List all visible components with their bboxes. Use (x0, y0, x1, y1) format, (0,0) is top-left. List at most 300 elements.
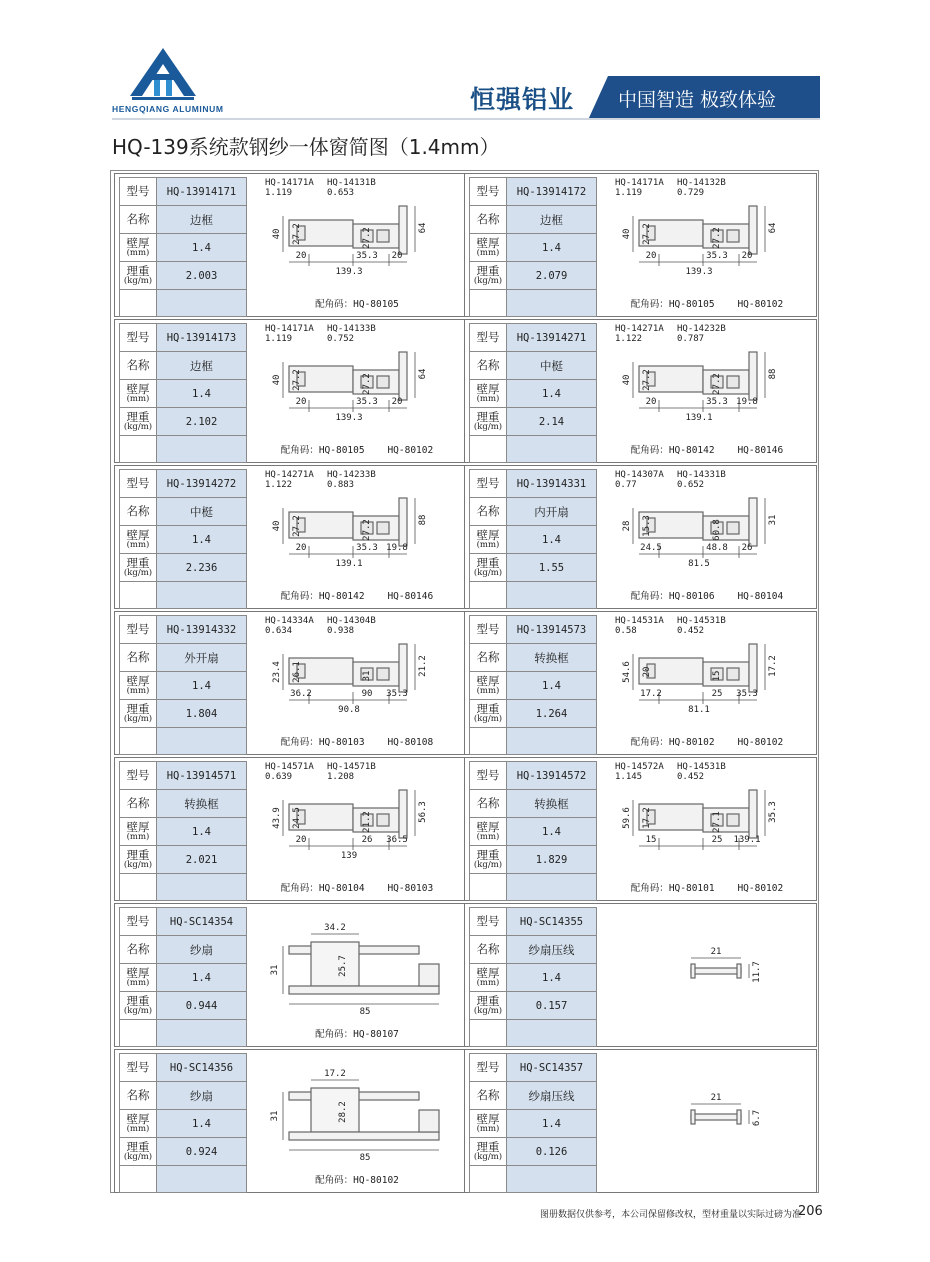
wall-unit: (mm) (126, 831, 150, 842)
spec-table (119, 907, 247, 1047)
dimension-label: 26 (361, 835, 373, 845)
product-panel (464, 173, 817, 317)
profile-drawing (599, 906, 815, 1044)
dimension-label: 81.5 (688, 559, 710, 569)
profile-weight: 0.653 (327, 188, 355, 198)
slogan-banner (588, 76, 820, 120)
corner-code (249, 442, 465, 456)
weight-value: 2.079 (507, 262, 597, 290)
profile-section (419, 1110, 439, 1132)
weight-unit: (kg/m) (473, 275, 503, 286)
dimension-label: 35.3 (768, 801, 778, 823)
spec-table (469, 469, 597, 609)
name-label: 名称 (470, 644, 507, 672)
dimension-label: 59.6 (622, 807, 632, 829)
product-panel (114, 465, 467, 609)
product-panel (464, 611, 817, 755)
dimension-label: 27.2 (292, 223, 302, 245)
profile-code: HQ-14133B (327, 324, 376, 334)
corner-code-value: HQ-80102 (353, 1175, 399, 1186)
profile-code: HQ-14271A (265, 470, 314, 480)
wall-unit: (mm) (476, 539, 500, 550)
wall-label: 壁厚 (126, 381, 150, 396)
dimension-label: 60.8 (712, 519, 722, 541)
weight-unit: (kg/m) (123, 567, 153, 578)
profile-section (377, 522, 389, 534)
profile-section (419, 964, 439, 986)
corner-code (249, 1026, 465, 1040)
profile-section (311, 942, 359, 986)
spec-table (119, 177, 247, 317)
weight-value: 2.102 (157, 408, 247, 436)
corner-code-value: HQ-80103 HQ-80108 (318, 737, 434, 748)
name-value: 中梃 (157, 498, 247, 526)
wall-label: 壁厚 (476, 235, 500, 250)
dimension-label: 85 (359, 1007, 371, 1017)
corner-code-prefix: 配角码： (315, 1175, 354, 1186)
dimension-label: 28 (622, 520, 632, 532)
profile-section (691, 1110, 695, 1124)
profile-drawing (249, 1052, 465, 1190)
wall-label: 壁厚 (126, 235, 150, 250)
spec-table (119, 1053, 247, 1193)
profile-section (737, 1110, 741, 1124)
profile-code: HQ-14331B (677, 470, 726, 480)
weight-unit: (kg/m) (123, 1005, 153, 1016)
name-label: 名称 (120, 644, 157, 672)
profile-code: HQ-14531A (615, 616, 664, 626)
corner-code (249, 588, 465, 602)
profile-drawing (599, 322, 815, 460)
wall-value: 1.4 (157, 526, 247, 554)
spec-table (469, 761, 597, 901)
profile-drawing (599, 614, 815, 752)
profile-section (749, 498, 757, 546)
dimension-label: 17.2 (640, 689, 662, 699)
profile-section (399, 206, 407, 254)
model-value: HQ-13914571 (157, 762, 247, 790)
model-label: 型号 (470, 470, 507, 498)
profile-drawing (249, 468, 465, 606)
name-value: 转换框 (507, 790, 597, 818)
profile-weight: 1.122 (265, 480, 293, 490)
weight-value: 2.021 (157, 846, 247, 874)
spec-table (469, 323, 597, 463)
name-label: 名称 (120, 352, 157, 380)
profile-drawing (599, 468, 815, 606)
company-logo (112, 46, 222, 116)
corner-code-prefix: 配角码： (280, 737, 319, 748)
dimension-label: 88 (768, 368, 778, 380)
weight-label: 理重 (476, 847, 500, 862)
dimension-label: 48.8 (706, 543, 728, 553)
weight-value: 0.924 (157, 1138, 247, 1166)
profile-section (353, 224, 399, 248)
wall-label: 壁厚 (126, 673, 150, 688)
spec-table (469, 907, 597, 1047)
profile-section (727, 522, 739, 534)
profile-weight: 0.652 (677, 480, 705, 490)
profile-drawing (249, 906, 465, 1044)
dimension-label: 20 (295, 397, 307, 407)
wall-unit: (mm) (476, 393, 500, 404)
product-panel (464, 903, 817, 1047)
dimension-label: 17.2 (642, 807, 652, 829)
weight-unit: (kg/m) (473, 1005, 503, 1016)
corner-code-prefix: 配角码： (630, 883, 669, 894)
model-value: HQ-13914573 (507, 616, 597, 644)
corner-code (599, 588, 815, 602)
weight-label: 理重 (476, 409, 500, 424)
profile-section (691, 1114, 741, 1120)
profile-code: HQ-14571A (265, 762, 314, 772)
profile-weight: 1.145 (615, 772, 643, 782)
profile-section (727, 230, 739, 242)
model-label: 型号 (120, 616, 157, 644)
dimension-label: 20 (295, 543, 307, 553)
model-value: HQ-13914171 (157, 178, 247, 206)
profile-code: HQ-14232B (677, 324, 726, 334)
dimension-label: 35.3 (356, 543, 378, 553)
weight-unit: (kg/m) (123, 275, 153, 286)
wall-unit: (mm) (126, 393, 150, 404)
dimension-label: 36.5 (386, 835, 408, 845)
dimension-label: 35.3 (356, 251, 378, 261)
corner-code (599, 442, 815, 456)
dimension-label: 6.7 (752, 1109, 762, 1127)
product-panel (114, 1049, 467, 1193)
profile-code: HQ-14171A (615, 178, 664, 188)
dimension-label: 15.3 (642, 515, 652, 537)
profile-code: HQ-14171A (265, 178, 314, 188)
model-value: HQ-SC14354 (157, 908, 247, 936)
profile-section (703, 662, 749, 686)
profile-section (691, 968, 741, 974)
model-value: HQ-SC14357 (507, 1054, 597, 1082)
profile-code: HQ-14572A (615, 762, 664, 772)
corner-code (599, 734, 815, 748)
model-value: HQ-13914572 (507, 762, 597, 790)
profile-weight: 0.938 (327, 626, 355, 636)
corner-code-prefix: 配角码： (315, 1029, 354, 1040)
profile-section (399, 644, 407, 692)
profile-section (749, 790, 757, 838)
brand-name: 恒强铝业 (470, 85, 575, 114)
profile-section (311, 1088, 359, 1132)
dimension-label: 20 (391, 397, 403, 407)
weight-value: 1.264 (507, 700, 597, 728)
profile-weight: 0.77 (615, 480, 637, 490)
dimension-label: 19.8 (736, 397, 758, 407)
name-value: 内开扇 (507, 498, 597, 526)
dimension-label: 26.1 (292, 661, 302, 683)
dimension-label: 20 (645, 251, 657, 261)
dimension-label: 21 (710, 1093, 722, 1103)
profile-section (703, 516, 749, 540)
dimension-label: 20 (645, 397, 657, 407)
dimension-label: 24.5 (292, 807, 302, 829)
dimension-label: 15 (645, 835, 657, 845)
corner-code (249, 296, 465, 310)
dimension-label: 85 (359, 1153, 371, 1163)
name-label: 名称 (120, 498, 157, 526)
corner-code-value: HQ-80105 HQ-80102 (318, 445, 434, 456)
dimension-label: 27.2 (712, 227, 722, 249)
profile-section (727, 668, 739, 680)
corner-code-value: HQ-80102 HQ-80102 (668, 737, 784, 748)
profile-section (727, 376, 739, 388)
corner-code-value: HQ-80104 HQ-80103 (318, 883, 434, 894)
name-value: 边框 (157, 352, 247, 380)
profile-section (353, 662, 399, 686)
dimension-label: 25 (711, 689, 723, 699)
spec-table (119, 615, 247, 755)
profile-weight: 1.119 (265, 334, 293, 344)
dimension-label: 20 (741, 251, 753, 261)
dimension-label: 64 (418, 368, 428, 380)
dimension-label: 31 (270, 1110, 280, 1122)
profile-section (749, 352, 757, 400)
wall-unit: (mm) (126, 539, 150, 550)
profile-weight: 1.119 (265, 188, 293, 198)
name-value: 外开扇 (157, 644, 247, 672)
dimension-label: 40 (272, 228, 282, 240)
weight-label: 理重 (476, 263, 500, 278)
profile-code: HQ-14531B (677, 762, 726, 772)
wall-label: 壁厚 (126, 965, 150, 980)
spec-table (469, 177, 597, 317)
weight-label: 理重 (476, 993, 500, 1008)
wall-value: 1.4 (507, 818, 597, 846)
weight-value: 0.944 (157, 992, 247, 1020)
model-value: HQ-13914172 (507, 178, 597, 206)
profile-code: HQ-14334A (265, 616, 314, 626)
product-panel (114, 611, 467, 755)
wall-value: 1.4 (507, 672, 597, 700)
weight-value: 1.804 (157, 700, 247, 728)
profile-section (749, 644, 757, 692)
dimension-label: 27.2 (362, 373, 372, 395)
name-value: 纱扇 (157, 936, 247, 964)
spec-table (119, 469, 247, 609)
dimension-label: 64 (418, 222, 428, 234)
profile-code: HQ-14271A (615, 324, 664, 334)
wall-value: 1.4 (157, 234, 247, 262)
profile-section (289, 1132, 439, 1140)
dimension-label: 27.2 (292, 369, 302, 391)
model-value: HQ-SC14355 (507, 908, 597, 936)
model-label: 型号 (120, 324, 157, 352)
dimension-label: 40 (272, 520, 282, 532)
weight-unit: (kg/m) (123, 421, 153, 432)
dimension-label: 81.1 (688, 705, 710, 715)
profile-weight: 0.639 (265, 772, 293, 782)
profile-drawing (249, 614, 465, 752)
wall-unit: (mm) (476, 977, 500, 988)
profile-drawing (599, 176, 815, 314)
dimension-label: 20 (391, 251, 403, 261)
dimension-label: 36.2 (290, 689, 312, 699)
profile-weight: 0.729 (677, 188, 705, 198)
dimension-label: 139.3 (685, 267, 713, 277)
profile-section (399, 790, 407, 838)
wall-value: 1.4 (507, 526, 597, 554)
name-label: 名称 (470, 352, 507, 380)
corner-code-value: HQ-80142 HQ-80146 (668, 445, 784, 456)
dimension-label: 139.1 (733, 835, 761, 845)
weight-value: 0.126 (507, 1138, 597, 1166)
wall-value: 1.4 (507, 380, 597, 408)
model-label: 型号 (120, 1054, 157, 1082)
name-value: 转换框 (157, 790, 247, 818)
product-panel (464, 1049, 817, 1193)
dimension-label: 20 (295, 251, 307, 261)
model-value: HQ-13914271 (507, 324, 597, 352)
profile-section (289, 986, 439, 994)
dimension-label: 17.2 (324, 1069, 346, 1079)
profile-weight: 0.752 (327, 334, 355, 344)
model-value: HQ-13914272 (157, 470, 247, 498)
profile-section (703, 224, 749, 248)
wall-value: 1.4 (157, 818, 247, 846)
corner-code (599, 296, 815, 310)
weight-unit: (kg/m) (473, 567, 503, 578)
model-label: 型号 (120, 470, 157, 498)
dimension-label: 43.9 (272, 807, 282, 829)
dimension-label: 21.2 (418, 655, 428, 677)
profile-weight: 0.452 (677, 772, 705, 782)
profile-section (353, 370, 399, 394)
name-label: 名称 (470, 1082, 507, 1110)
profile-weight: 1.122 (615, 334, 643, 344)
weight-unit: (kg/m) (473, 713, 503, 724)
dimension-label: 88 (418, 514, 428, 526)
wall-unit: (mm) (476, 685, 500, 696)
dimension-label: 35.3 (386, 689, 408, 699)
product-panel (464, 757, 817, 901)
wall-unit: (mm) (126, 247, 150, 258)
name-label: 名称 (120, 1082, 157, 1110)
product-panel (114, 173, 467, 317)
corner-code-value: HQ-80107 (353, 1029, 399, 1040)
wall-unit: (mm) (476, 831, 500, 842)
profile-weight: 1.208 (327, 772, 355, 782)
profile-section (377, 230, 389, 242)
profile-drawing (249, 176, 465, 314)
dimension-label: 26 (741, 543, 753, 553)
profile-code: HQ-14131B (327, 178, 376, 188)
dimension-label: 31 (270, 964, 280, 976)
profile-section (399, 352, 407, 400)
wall-value: 1.4 (507, 964, 597, 992)
name-label: 名称 (120, 936, 157, 964)
weight-label: 理重 (126, 555, 150, 570)
name-value: 纱扇压线 (507, 936, 597, 964)
dimension-label: 27.2 (362, 519, 372, 541)
model-label: 型号 (470, 1054, 507, 1082)
profile-section (377, 814, 389, 826)
model-value: HQ-13914331 (507, 470, 597, 498)
dimension-label: 35.3 (706, 251, 728, 261)
name-value: 中梃 (507, 352, 597, 380)
dimension-label: 90 (361, 689, 373, 699)
corner-code-value: HQ-80142 HQ-80146 (318, 591, 434, 602)
name-label: 名称 (470, 206, 507, 234)
profile-section (377, 376, 389, 388)
profile-weight: 0.883 (327, 480, 355, 490)
corner-code-value: HQ-80105 HQ-80102 (668, 299, 784, 310)
model-label: 型号 (470, 908, 507, 936)
corner-code-prefix: 配角码： (630, 591, 669, 602)
dimension-label: 17.2 (768, 655, 778, 677)
name-value: 边框 (157, 206, 247, 234)
corner-code-prefix: 配角码： (630, 299, 669, 310)
weight-label: 理重 (126, 409, 150, 424)
weight-value: 2.14 (507, 408, 597, 436)
wall-unit: (mm) (476, 247, 500, 258)
dimension-label: 15 (712, 670, 722, 682)
dimension-label: 64 (768, 222, 778, 234)
slogan-text: 中国智造 极致体验 (618, 89, 777, 111)
dimension-label: 20 (295, 835, 307, 845)
profile-code: HQ-14531B (677, 616, 726, 626)
header-divider (112, 118, 820, 120)
dimension-label: 139 (340, 851, 358, 861)
model-label: 型号 (120, 178, 157, 206)
model-value: HQ-13914173 (157, 324, 247, 352)
dimension-label: 139.3 (335, 413, 363, 423)
dimension-label: 40 (272, 374, 282, 386)
product-panel (464, 465, 817, 609)
dimension-label: 25 (711, 835, 723, 845)
name-label: 名称 (120, 790, 157, 818)
weight-value: 2.003 (157, 262, 247, 290)
name-label: 名称 (470, 790, 507, 818)
weight-value: 0.157 (507, 992, 597, 1020)
profile-weight: 0.787 (677, 334, 705, 344)
profile-section (727, 814, 739, 826)
weight-label: 理重 (476, 555, 500, 570)
weight-label: 理重 (126, 993, 150, 1008)
profile-drawing (599, 1052, 815, 1190)
profile-drawing (249, 322, 465, 460)
corner-code-value: HQ-80105 (353, 299, 399, 310)
profile-section (353, 808, 399, 832)
dimension-label: 27.2 (292, 515, 302, 537)
profile-drawing (249, 760, 465, 898)
profile-weight: 0.452 (677, 626, 705, 636)
wall-label: 壁厚 (476, 819, 500, 834)
profile-code: HQ-14171A (265, 324, 314, 334)
profile-section (399, 498, 407, 546)
dimension-label: 27.2 (642, 223, 652, 245)
spec-table (119, 323, 247, 463)
spec-table (469, 1053, 597, 1193)
spec-table (469, 615, 597, 755)
model-value: HQ-SC14356 (157, 1054, 247, 1082)
dimension-label: 139.1 (685, 413, 713, 423)
profile-weight: 0.634 (265, 626, 293, 636)
wall-label: 壁厚 (476, 673, 500, 688)
page-number: 206 (798, 1204, 823, 1219)
name-value: 纱扇 (157, 1082, 247, 1110)
model-label: 型号 (120, 762, 157, 790)
product-panel (114, 319, 467, 463)
weight-value: 1.829 (507, 846, 597, 874)
profile-code: HQ-14571B (327, 762, 376, 772)
wall-value: 1.4 (157, 380, 247, 408)
profile-section (703, 370, 749, 394)
